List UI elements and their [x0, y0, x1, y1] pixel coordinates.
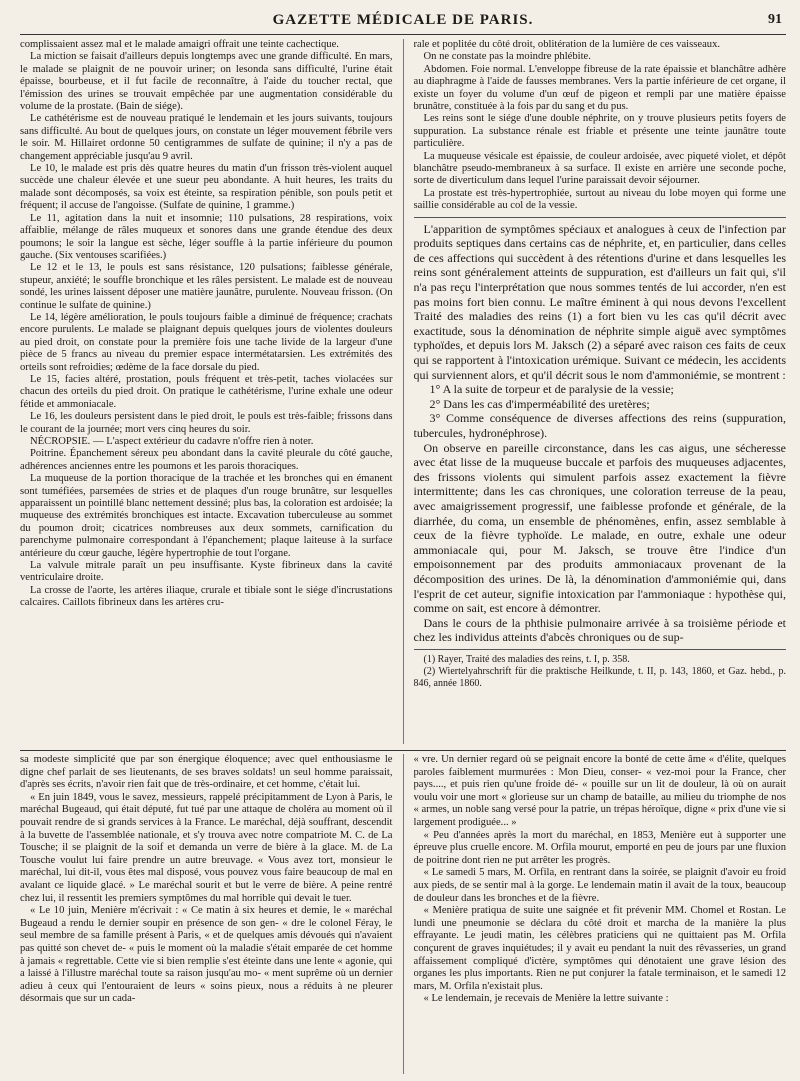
running-header: [20, 12, 786, 35]
paragraph: On ne constate pas la moindre phlébite.: [423, 51, 591, 63]
paragraph: « Peu d'années après la mort du maréchal, en 1853, Menière eut à supporter une épreuve plus cruelle encore. M. Orfila mourut, emporté en peu de jours par une fluxion de poitrine dont rien ne put arrêter les progrès.: [413, 829, 786, 866]
paragraph: La muqueuse vésicale est épaissie, de couleur ardoisée, avec piqueté violet, et dépôt blanchâtre pseudo-membraneux à sa surface. Il existe en arrière une seconde poche, sorte de diverticulum dans lequel l'urine paraissait devoir séjourner.: [413, 150, 786, 187]
paragraph: « En juin 1849, vous le savez, messieurs, rappelé précipitamment de Lyon à Paris, le maréchal Bugeaud, qui était député, fut tué par une attaque de choléra au moment où il pouvait rendre de si grands services à la France. Le maréchal, déjà souffrant, descendit à la buvette de l'assemblée nationale, et s'y trouva avec notre compatriote M. C. de La Tousche; il se plaignit de la soif et demanda un verre de bière à la glace. M. de La Tousche voulut lui faire prendre un autre breuvage. « Vous avez tort, monsieur le maréchal, lui dit-il, vous êtes mal disposé, vous pouvez vous faire beaucoup de mal en avalant ce liquide glacé. » Le maréchal sourit et but le verre de bière. A peine rentré chez lui, il ressentit les premiers symptômes du mal horrible qui devait le tuer.: [20, 791, 393, 904]
footnotes: [414, 654, 787, 690]
footnote-rule: [414, 649, 787, 650]
paragraph: La valvule mitrale paraît un peu insuffisante. Kyste fibrineux dans la cavité ventriculaire droite.: [20, 560, 393, 584]
paragraph: Le cathétérisme est de nouveau pratiqué le lendemain et les jours suivants, toujours sans difficulté. Au bout de quelques jours, on constate un léger mouvement fébrile vers le soir. M. Hillairet ordonne 50 centigrammes de sulfate de quinine; il n'y a pas de changement appréciable jusqu'au 9 avril.: [20, 113, 393, 162]
feuilleton-section: [20, 754, 786, 1074]
footnote: (1) Rayer, Traité des maladies des reins, t. I, p. 358.: [423, 653, 630, 665]
feuilleton-right-column: [414, 754, 787, 1074]
paragraph: rale et poplitée du côté droit, oblitération de la lumière de ces vaisseaux.: [413, 39, 721, 50]
paragraph: Poitrine. Épanchement séreux peu abondant dans la cavité pleurale du côté gauche, adhérences anciennes entre les poumons et les parois thoraciques.: [20, 448, 393, 472]
right-column: [414, 39, 787, 744]
list-item: 2° Dans les cas d'imperméabilité des uretères;: [429, 396, 650, 411]
paragraph: Le 14, légère amélioration, le pouls toujours faible a diminué de fréquence; crachats encore purulents. Le malade se plaignant depuis quelques jours de violentes douleurs au pied droit, on constate pour la première fois une tache livide de la largeur d'une pièce de 5 francs au niveau du premier espace intermétatarsien. Les extrémités des orteils sont refroidies; œdème de la face dorsale du pied.: [20, 311, 393, 373]
section-rule: [414, 217, 787, 218]
paragraph: Le 10, le malade est pris dès quatre heures du matin d'un frisson très-violent auquel succède une chaleur élevée et une sueur peu abondante. A huit heures, les traits du malade sont décomposés, sa voix est éteinte, sa respiration pénible, son pouls petit et fréquent; il accuse de l'angoisse. (Sulfate de quinine, 1 gramme.): [20, 163, 393, 212]
paragraph: La crosse de l'aorte, les artères iliaque, crurale et tibiale sont le siége d'incrustations calcaires. Caillots fibrineux dans les artères cru-: [20, 584, 393, 609]
feuilleton-left-column: [20, 754, 393, 1074]
column-rule: [403, 39, 404, 744]
paragraph: Les reins sont le siége d'une double néphrite, on y trouve plusieurs petits foyers de suppuration. La substance rénale est friable et présente une teinte jaunâtre toute particulière.: [413, 113, 786, 150]
paragraph: Le 12 et le 13, le pouls est sans résistance, 120 pulsations; faiblesse générale, stupeur, anxiété; le souffle bronchique et les râles persistent. Le malade est de nouveau sondé, les urines laissent déposer une matière jaunâtre, purulente. Nouveau frisson. (On continue le sulfate de quinine.): [20, 262, 393, 311]
paragraph: « Le 10 juin, Menière m'écrivait : « Ce matin à six heures et demie, le « maréchal Bugeaud a rendu le dernier soupir en présence de son gen- « dre le colonel Féray, le seul membre de sa famille présent à Paris, « et de quelques amis dévoués qui n'avaient pas quitté son chevet de- « puis le moment où la maladie s'était emparée de cet homme à jamais « regrettable. Cette vie si bien remplie s'est éteinte dans une lente « agonie, qui a laissé à l'illustre maréchal toute sa raison jusqu'au mo- « ment suprême où un dernier adieu à ceux qui l'entouraient de leurs « soins pieux, nous a réduits à ne pleurer désormais que sur un cada-: [20, 905, 393, 1005]
paragraph: Le 11, agitation dans la nuit et insomnie; 110 pulsations, 28 respirations, voix affaiblie, mélange de râles muqueux et sonores dans une grande étendue des deux poumons; le soir la langue est sèche, léger souffle à la partie inférieure du poumon gauche. (Six ventouses scarifiées.): [20, 212, 393, 261]
paragraph: « Le lendemain, je recevais de Menière la lettre suivante :: [423, 993, 669, 1005]
left-column: [20, 39, 393, 744]
paragraph: Dans le cours de la phthisie pulmonaire arrivée à sa troisième période et chez les individus atteints d'abcès chroniques ou de sup-: [413, 615, 786, 645]
paragraph: « Menière pratiqua de suite une saignée et fit prévenir MM. Chomel et Rostan. Le lundi une pneumonie se déclara du côté droit et marcha de la manière la plus effrayante. Le jeudi matin, les célèbres praticiens qui ne quittaient pas M. Orfila conçurent de graves inquiétudes; il y avait eu pendant la nuit des rêvasseries, un grand affaissement compliqué d'ictère, symptômes qui dénotaient une grave lésion des organes les plus importants. Rien ne put conjurer la fatale terminaison, et le samedi 12 mars, M. Orfila n'existait plus.: [413, 905, 786, 992]
page-number: 91: [768, 12, 782, 27]
upper-section: [20, 39, 786, 744]
numbered-list: [414, 382, 787, 440]
list-item: 1° A la suite de torpeur et de paralysie de la vessie;: [429, 382, 674, 397]
journal-title: GAZETTE MÉDICALE DE PARIS.: [272, 12, 534, 28]
paragraph: complissaient assez mal et le malade amaigri offrait une teinte cachectique.: [20, 39, 339, 50]
commentary: [414, 222, 787, 645]
paragraph: La muqueuse de la portion thoracique de la trachée et les bronches qui en émanent sont tuméfiées, parsemées de stries et de plaques d'un rouge brunâtre, sur lesquelles apparaissent un pointillé blanc nettement dessiné; plus bas, la coloration est ardoisée; la muqueuse des extrémités bronchiques est intacte. Excavation tuberculeuse au sommet du poumon droit; cicatrices nombreuses aux deux sommets, carnification du parenchyme pulmonaire correspondant à l'épanchement; plaque laiteuse à la surface antérieure du cœur gauche, légère hypertrophie de tout l'organe.: [20, 473, 393, 559]
paragraph: Le 15, facies altéré, prostation, pouls fréquent et très-petit, taches violacées sur chacun des orteils du pied droit. On pratique le cathétérisme, l'urine exhale une odeur fétide et ammoniacale.: [20, 373, 393, 410]
paragraph: Abdomen. Foie normal. L'enveloppe fibreuse de la rate épaissie et blanchâtre adhère au diaphragme à l'aide de fausses membranes. Vers la partie inférieure de cet organe, il existe un foyer du volume d'un œuf de pigeon et rempli par une matière épaisse brunâtre, constituée à la fois par du sang et du pus.: [413, 63, 786, 113]
paragraph: sa modeste simplicité que par son énergique éloquence; avec quel enthousiasme le digne chef parlait de ses lieutenants, de ses braves soldats! un seul homme paraissait, d'après ses écrits, n'avoir rien fait que de très-ordinaire, et cet homme, c'était lui.: [20, 754, 393, 791]
paragraph: La prostate est très-hypertrophiée, surtout au niveau du lobe moyen qui forme une saillie considérable au col de la vessie.: [413, 187, 786, 212]
paragraph: Le 16, les douleurs persistent dans le pied droit, le pouls est très-faible; frissons dans le courant de la journée; mort vers cinq heures du soir.: [20, 411, 393, 435]
footnote: (2) Wiertelyahrschrift für die praktische Heilkunde, t. II, p. 143, 1860, et Gaz. hebd., p. 846, année 1860.: [413, 665, 786, 689]
column-rule: [403, 754, 404, 1074]
paragraph: « vre. Un dernier regard où se peignait encore la bonté de cette âme « d'élite, quelques paroles faiblement murmurées : Mon Dieu, conser- « vez-moi pour la France, cher pays...., et puis rien qu'une froide dé- « pouille sur un lit de douleur, là où on aurait voulu voir une mort « glorieuse sur un champ de bataille, au milieu du triomphe de nos « armes, un noble sang versé pour la patrie, un trépas héroïque, digne « prix d'une vie si largement prodiguée... »: [413, 754, 786, 828]
feuilleton-rule: [20, 750, 786, 751]
paragraph: « Le samedi 5 mars, M. Orfila, en rentrant dans la soirée, se plaignit d'avoir eu froid aux pieds, de se sentir mal à la gorge. Le lendemain matin il avait de la toux, beaucoup de douleur dans les bronches et de la fièvre.: [413, 867, 786, 904]
paragraph: NÉCROPSIE. — L'aspect extérieur du cadavre n'offre rien à noter.: [30, 436, 314, 447]
paragraph: La miction se faisait d'ailleurs depuis longtemps avec une grande difficulté. En mars, le malade se plaignit de ne pouvoir uriner; on lesonda sans difficulté, l'urine était épaisse, bourbeuse, et il fut facile de reconnaître, à l'aide du toucher rectal, que l'émission des urines se trouvait empêchée par une augmentation considérable du volume de la prostate. (Bain de siége).: [20, 51, 393, 113]
list-item: 3° Comme conséquence de diverses affections des reins (suppuration, tubercules, hydronéphrose).: [413, 411, 786, 440]
paragraph: L'apparition de symptômes spéciaux et analogues à ceux de l'infection par produits septiques dans certains cas de néphrite, et, en particulier, dans celles de ces affections qui succèdent à des rétentions d'urine et dans lesquelles les reins sont généralement atteints de suppuration, est d'ailleurs un fait qui, s'il n'a pas reçu l'interprétation que nous sommes tentés de lui accorder, n'en est pas moins fort bien connu. Le maître éminent à qui nous devons l'excellent Traité des maladies des reins (1) a fort bien vu les cas qu'il décrit avec exactitude, sous la dénomination de néphrite simple aiguë avec symptômes typhoïdes, et depuis lors M. Jaksch (2) a séparé avec raison ces faits de ceux qui se rapportent à l'intoxication urémique. Suivant ce médecin, les accidents qui surviennent alors, et qu'il décrit sous le nom d'ammoniémie, se montrent :: [413, 221, 786, 382]
paragraph: On observe en pareille circonstance, dans les cas aigus, une sécheresse avec état lisse de la muqueuse buccale et parfois des muqueuses adjacentes, des frissons violents qui simulent parfois assez exactement la fièvre intermittente; dans les cas chroniques, une coloration terreuse de la peau, avec amaigrissement progressif, une faiblesse profonde et générale, de la diarrhée, du coma, un ensemble de phénomènes, enfin, assez semblable à ceux de la fièvre typhoïde. Le malade, en outre, exhale une odeur ammoniacale qui, pour M. Jaksch, se trouve être l'indice d'un empoisonnement par des produits ammoniacaux provenant de la décomposition des urines. De là, la dénomination d'ammoniémie qui, dans l'esprit de cet auteur, signifie intoxication par l'ammoniaque : hypothèse qui, comme on sait, est encore à démontrer.: [413, 440, 786, 616]
